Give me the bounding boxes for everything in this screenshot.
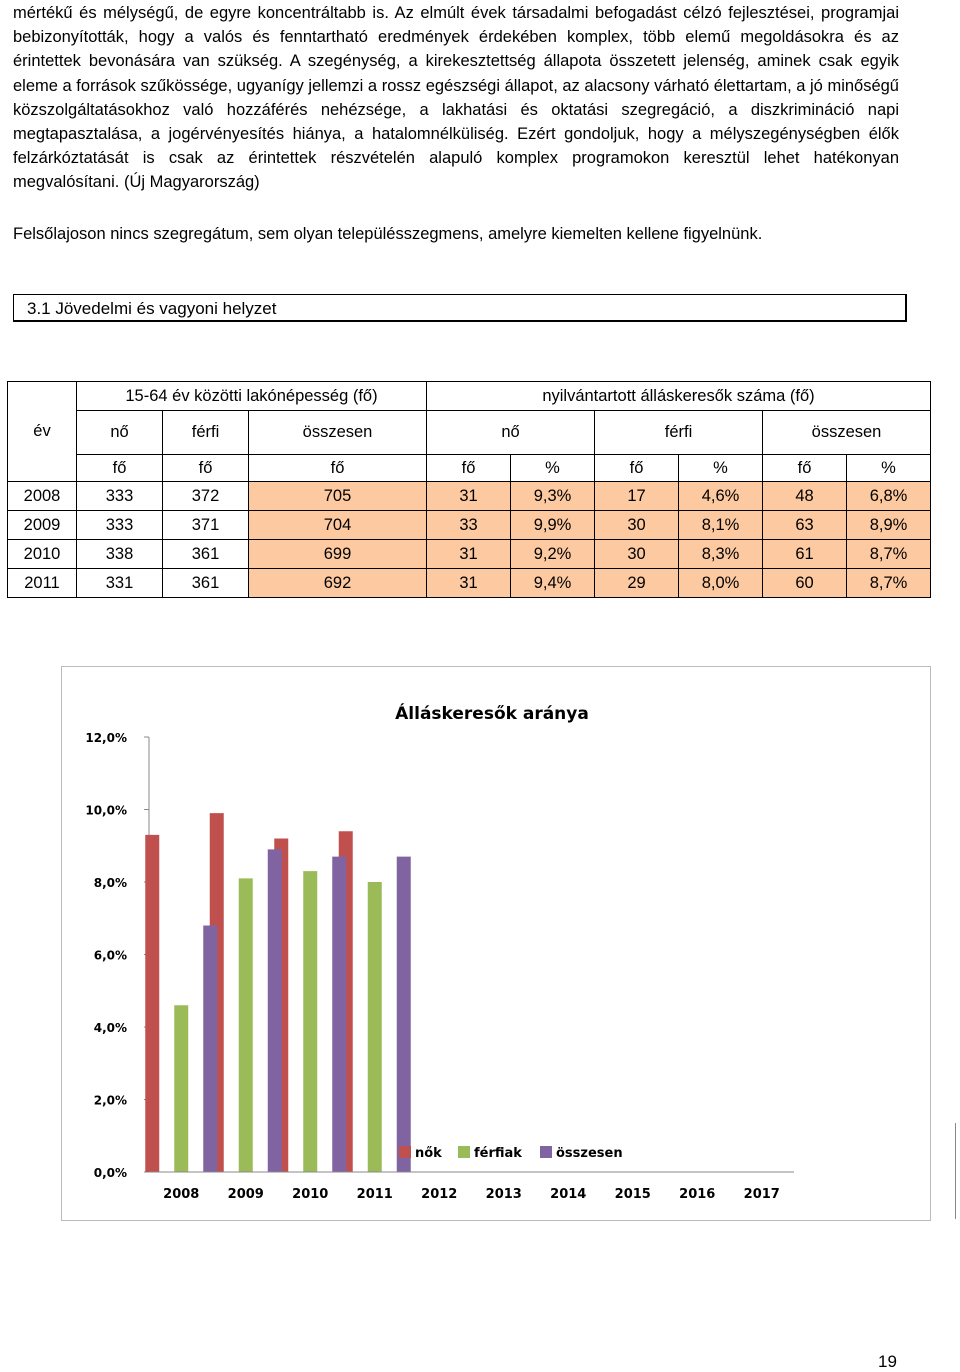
unit-cell: fő bbox=[595, 455, 679, 482]
bar-férfiak-2011 bbox=[368, 882, 382, 1172]
legend-swatch bbox=[458, 1146, 470, 1158]
bar-összesen-2010 bbox=[332, 857, 346, 1172]
legend-swatch bbox=[399, 1146, 411, 1158]
unit-cell: fő bbox=[763, 455, 847, 482]
header-group-jobseekers: nyilvántartott álláskeresők száma (fő) bbox=[427, 382, 931, 411]
value-cell: 30 bbox=[595, 540, 679, 569]
value-cell: 338 bbox=[77, 540, 163, 569]
unit-cell: % bbox=[847, 455, 931, 482]
value-cell: 692 bbox=[249, 569, 427, 598]
value-cell: 705 bbox=[249, 482, 427, 511]
x-tick-label: 2014 bbox=[550, 1187, 587, 1202]
value-cell: 8,0% bbox=[679, 569, 763, 598]
value-cell: 63 bbox=[763, 511, 847, 540]
subheader-cell: férfi bbox=[163, 411, 249, 455]
jobseekers-bar-chart bbox=[62, 667, 930, 1220]
value-cell: 331 bbox=[77, 569, 163, 598]
unit-cell: % bbox=[679, 455, 763, 482]
subheader-cell: összesen bbox=[249, 411, 427, 455]
chart-frame bbox=[61, 666, 931, 1221]
subheader-cell: összesen bbox=[763, 411, 931, 455]
value-cell: 60 bbox=[763, 569, 847, 598]
bar-összesen-2011 bbox=[397, 857, 411, 1172]
unit-cell: fő bbox=[163, 455, 249, 482]
value-cell: 61 bbox=[763, 540, 847, 569]
table-row bbox=[8, 569, 931, 598]
table-row bbox=[8, 511, 931, 540]
x-tick-label: 2012 bbox=[421, 1187, 458, 1202]
value-cell: 17 bbox=[595, 482, 679, 511]
jobseekers-table bbox=[7, 381, 931, 598]
legend-swatch bbox=[540, 1146, 552, 1158]
value-cell: 9,4% bbox=[511, 569, 595, 598]
x-tick-label: 2017 bbox=[743, 1187, 780, 1202]
bar-nők-2008 bbox=[145, 835, 159, 1172]
y-tick-label: 4,0% bbox=[93, 1021, 127, 1035]
header-ev: év bbox=[8, 382, 77, 482]
value-cell: 8,1% bbox=[679, 511, 763, 540]
page-number: 19 bbox=[878, 1352, 897, 1371]
value-cell: 31 bbox=[427, 482, 511, 511]
value-cell: 29 bbox=[595, 569, 679, 598]
value-cell: 9,9% bbox=[511, 511, 595, 540]
y-tick-label: 2,0% bbox=[93, 1093, 127, 1108]
value-cell: 8,7% bbox=[847, 569, 931, 598]
unit-cell: % bbox=[511, 455, 595, 482]
x-tick-label: 2011 bbox=[356, 1187, 393, 1202]
chart-title: Álláskeresők aránya bbox=[395, 704, 589, 724]
value-cell: 31 bbox=[427, 540, 511, 569]
value-cell: 30 bbox=[595, 511, 679, 540]
y-tick-label: 12,0% bbox=[85, 731, 127, 745]
subheader-cell: nő bbox=[427, 411, 595, 455]
value-cell: 48 bbox=[763, 482, 847, 511]
header-group-population: 15-64 év közötti lakónépesség (fő) bbox=[77, 382, 427, 411]
legend-label: nők bbox=[415, 1146, 442, 1161]
value-cell: 372 bbox=[163, 482, 249, 511]
value-cell: 333 bbox=[77, 482, 163, 511]
value-cell: 333 bbox=[77, 511, 163, 540]
section-heading-box bbox=[13, 294, 907, 322]
section-title: 3.1 Jövedelmi és vagyoni helyzet bbox=[27, 299, 277, 318]
legend-label: férfiak bbox=[474, 1146, 522, 1161]
value-cell: 361 bbox=[163, 540, 249, 569]
year-cell: 2010 bbox=[8, 540, 77, 569]
subheader-cell: férfi bbox=[595, 411, 763, 455]
bar-férfiak-2008 bbox=[174, 1005, 188, 1172]
y-tick-label: 6,0% bbox=[93, 948, 127, 963]
x-tick-label: 2013 bbox=[485, 1187, 522, 1202]
year-cell: 2009 bbox=[8, 511, 77, 540]
x-tick-label: 2015 bbox=[614, 1187, 651, 1202]
unit-cell: fő bbox=[249, 455, 427, 482]
unit-cell: fő bbox=[427, 455, 511, 482]
value-cell: 6,8% bbox=[847, 482, 931, 511]
bar-összesen-2009 bbox=[268, 849, 282, 1172]
unit-cell: fő bbox=[77, 455, 163, 482]
value-cell: 9,2% bbox=[511, 540, 595, 569]
x-tick-label: 2010 bbox=[292, 1187, 329, 1202]
year-cell: 2008 bbox=[8, 482, 77, 511]
bar-férfiak-2009 bbox=[239, 878, 253, 1172]
table-row bbox=[8, 482, 931, 511]
bar-férfiak-2010 bbox=[303, 871, 317, 1172]
value-cell: 704 bbox=[249, 511, 427, 540]
value-cell: 31 bbox=[427, 569, 511, 598]
value-cell: 4,6% bbox=[679, 482, 763, 511]
value-cell: 9,3% bbox=[511, 482, 595, 511]
year-cell: 2011 bbox=[8, 569, 77, 598]
body-paragraph: mértékű és mélységű, de egyre koncentráltabb is. Az elmúlt évek társadalmi befogadást célzó fejlesztései, programjai bebizonyították, hogy a valós és fenntartható eredmények érdekében komplex, több elemű megoldásokra és az érintettek bevonására van szükség. A szegénység, a kirekesztettség állapota összetett jelenség, aminek csak egyik eleme a források szűkössége, ugyanígy jellemzi a rossz egészségi állapot, az alacsony várható élettartam, a jó minőségű közszolgáltatásokhoz való hozzáférés nehézsége, a lakhatási és oktatási szegregáció, a diszkrimináció napi megtapasztalása, a jogérvényesítés hiánya, a hatalomnélküliség. Ezért gondoljuk, hogy a mélyszegénységben élők felzárkóztatását is csak az érintettek részvételén alapuló komplex programokon keresztül lehet hatékonyan megvalósítani. (Új Magyarország) bbox=[13, 4, 899, 192]
y-tick-label: 10,0% bbox=[85, 803, 127, 818]
value-cell: 699 bbox=[249, 540, 427, 569]
x-tick-label: 2016 bbox=[679, 1187, 716, 1202]
value-cell: 8,3% bbox=[679, 540, 763, 569]
bar-összesen-2008 bbox=[203, 926, 217, 1173]
value-cell: 8,9% bbox=[847, 511, 931, 540]
y-tick-label: 8,0% bbox=[93, 876, 127, 890]
value-cell: 33 bbox=[427, 511, 511, 540]
value-cell: 361 bbox=[163, 569, 249, 598]
value-cell: 8,7% bbox=[847, 540, 931, 569]
page-edge-line bbox=[955, 1123, 956, 1219]
body-paragraph-note: Felsőlajoson nincs szegregátum, sem olyan településszegmens, amelyre kiemelten kellene figyelnünk. bbox=[13, 225, 763, 243]
value-cell: 371 bbox=[163, 511, 249, 540]
x-tick-label: 2009 bbox=[227, 1187, 264, 1202]
legend-label: összesen bbox=[556, 1146, 623, 1161]
subheader-cell: nő bbox=[77, 411, 163, 455]
x-tick-label: 2008 bbox=[163, 1187, 200, 1202]
y-tick-label: 0,0% bbox=[93, 1166, 127, 1180]
table-row bbox=[8, 540, 931, 569]
